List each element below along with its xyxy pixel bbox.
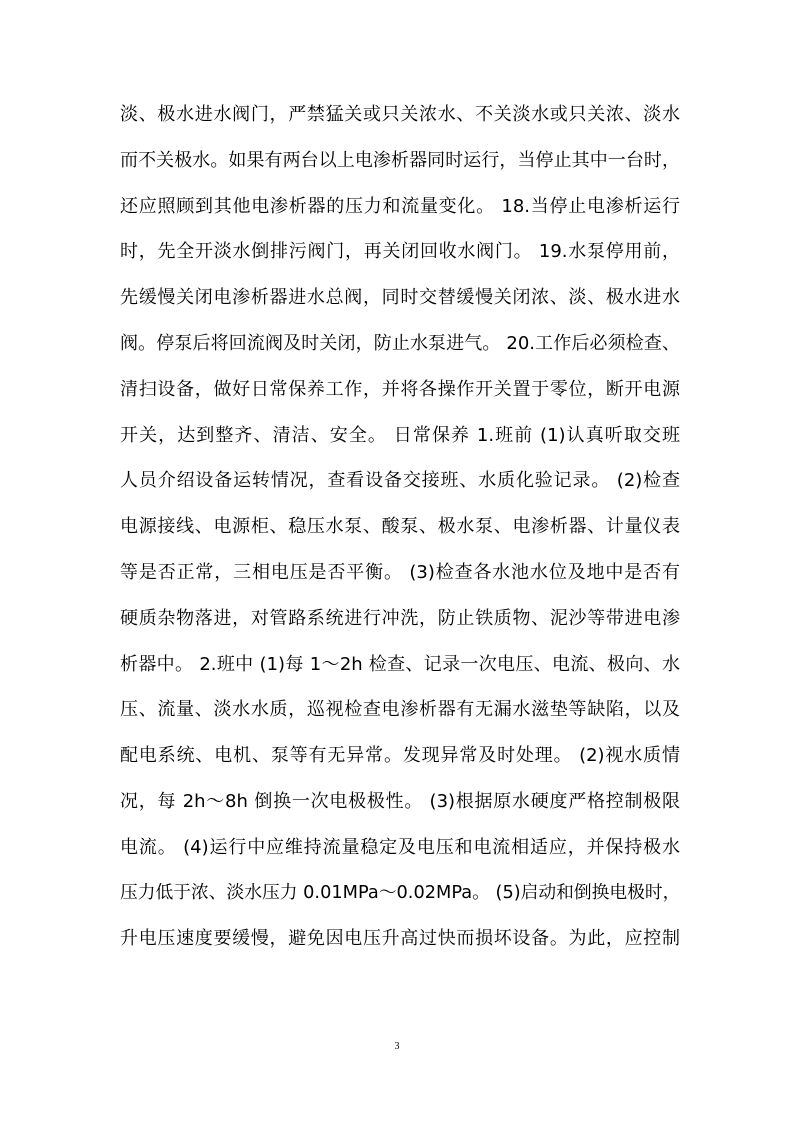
text-line: 硬质杂物落进，对管路系统进行冲洗，防止铁质物、泥沙等带进电渗	[120, 607, 680, 629]
text-line: 清扫设备，做好日常保养工作，并将各操作开关置于零位，断开电源	[120, 378, 680, 400]
text-line: 压、流量、淡水水质，巡视检查电渗析器有无漏水滋垫等缺陷，以及	[120, 699, 680, 721]
text-line: 淡、极水进水阀门，严禁猛关或只关浓水、不关淡水或只关浓、淡水	[120, 104, 680, 125]
text-line: 时，先全开淡水倒排污阀门，再关闭回收水阀门。 19.水泵停用前，	[120, 241, 680, 263]
text-line: 开关，达到整齐、清洁、安全。 日常保养 1.班前 (1)认真听取交班	[120, 424, 680, 446]
text-line: 况，每 2h～8h 倒换一次电极极性。 (3)根据原水硬度严格控制极限	[120, 790, 680, 812]
text-line: 压力低于浓、淡水压力 0.01MPa～0.02MPa。 (5)启动和倒换电极时，	[120, 882, 680, 903]
text-line: 先缓慢关闭电渗析器进水总阀，同时交替缓慢关闭浓、淡、极水进水	[120, 287, 680, 309]
text-line: 人员介绍设备运转情况，查看设备交接班、水质化验记录。 (2)检查	[120, 470, 680, 492]
page-number: 3	[394, 1041, 400, 1052]
text-line: 电流。 (4)运行中应维持流量稳定及电压和电流相适应，并保持极水	[120, 836, 680, 858]
body-text	[120, 92, 680, 962]
text-line: 还应照顾到其他电渗析器的压力和流量变化。 18.当停止电渗析运行	[120, 195, 680, 217]
text-line: 而不关极水。如果有两台以上电渗析器同时运行，当停止其中一台时，	[120, 149, 680, 171]
text-line: 析器中。 2.班中 (1)每 1～2h 检查、记录一次电压、电流、极向、水	[120, 653, 680, 675]
text-line: 电源接线、电源柜、稳压水泵、酸泵、极水泵、电渗析器、计量仪表	[120, 516, 680, 538]
text-line: 升电压速度要缓慢，避免因电压升高过快而损坏设备。为此，应控制	[120, 928, 680, 950]
text-line: 配电系统、电机、泵等有无异常。发现异常及时处理。 (2)视水质情	[120, 745, 680, 767]
text-line: 阀。停泵后将回流阀及时关闭，防止水泵进气。 20.工作后必须检查、	[120, 332, 680, 354]
text-line: 等是否正常，三相电压是否平衡。 (3)检查各水池水位及地中是否有	[120, 561, 680, 583]
